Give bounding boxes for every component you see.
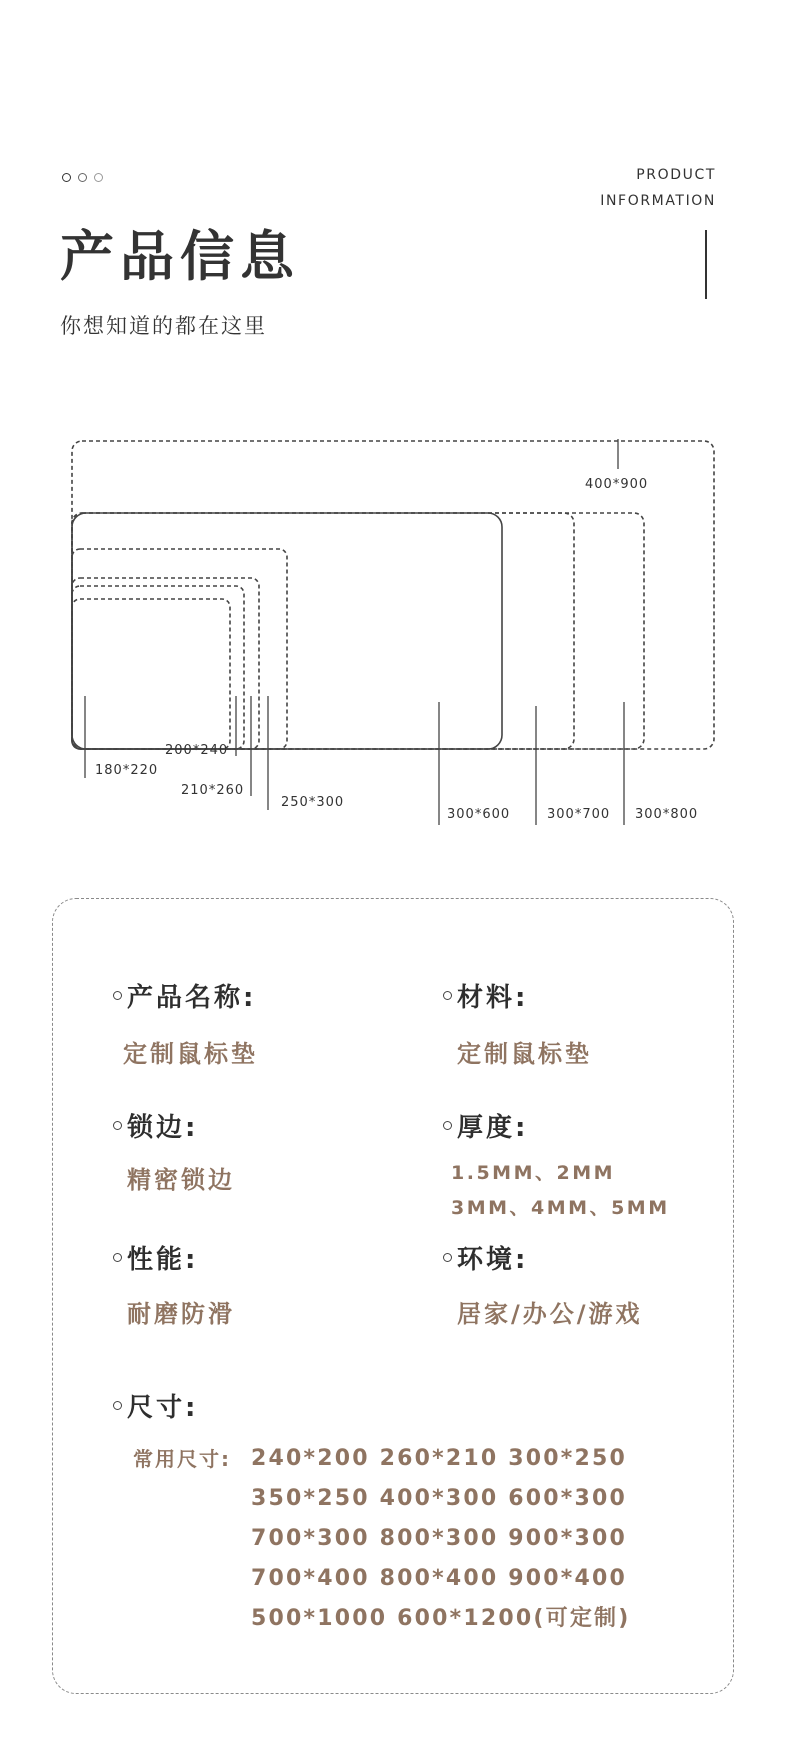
page-title: 产品信息 bbox=[60, 225, 300, 288]
label-300x700: 300*700 bbox=[547, 807, 611, 822]
dot-2 bbox=[78, 173, 87, 182]
bullet-icon bbox=[113, 1253, 122, 1262]
field-key: 尺寸: bbox=[127, 1393, 199, 1423]
outline-250x300 bbox=[72, 549, 287, 749]
field-key: 厚度: bbox=[457, 1113, 529, 1143]
dot-1 bbox=[62, 173, 71, 182]
outline-210x260 bbox=[72, 578, 259, 749]
field-value-thickness bbox=[451, 1156, 670, 1226]
field-key: 环境: bbox=[457, 1245, 529, 1275]
field-value: 定制鼠标垫 bbox=[123, 1040, 258, 1068]
field-value: 精密锁边 bbox=[127, 1166, 235, 1194]
size-diagram bbox=[0, 420, 790, 840]
label-180x220: 180*220 bbox=[95, 763, 159, 778]
thickness-line-1: 1.5MM、2MM bbox=[451, 1162, 616, 1184]
size-line: 240*200 260*210 300*250 bbox=[251, 1446, 627, 1471]
english-title bbox=[600, 162, 716, 214]
header-divider bbox=[705, 230, 707, 299]
page-subtitle: 你想知道的都在这里 bbox=[60, 314, 267, 338]
size-line: 700*400 800*400 900*400 bbox=[251, 1566, 627, 1591]
size-line: 500*1000 600*1200(可定制) bbox=[251, 1606, 631, 1631]
label-250x300: 250*300 bbox=[281, 795, 345, 810]
field-material bbox=[443, 977, 592, 1069]
bullet-icon bbox=[113, 1401, 122, 1410]
english-title-line2: INFORMATION bbox=[600, 193, 716, 209]
carousel-dots bbox=[62, 173, 103, 182]
english-title-line1: PRODUCT bbox=[636, 167, 716, 183]
common-sizes-list bbox=[251, 1439, 631, 1639]
common-sizes-label: 常用尺寸: bbox=[133, 1447, 231, 1471]
field-thickness bbox=[443, 1107, 670, 1226]
bullet-icon bbox=[443, 1121, 452, 1130]
label-210x260: 210*260 bbox=[181, 783, 245, 798]
outline-200x240 bbox=[72, 586, 244, 749]
bullet-icon bbox=[113, 991, 122, 1000]
bullet-icon bbox=[113, 1121, 122, 1130]
product-info-card bbox=[52, 898, 734, 1694]
label-300x600: 300*600 bbox=[447, 807, 511, 822]
field-value: 耐磨防滑 bbox=[127, 1300, 235, 1328]
label-300x800: 300*800 bbox=[635, 807, 699, 822]
field-value: 居家/办公/游戏 bbox=[457, 1300, 643, 1328]
label-400x900: 400*900 bbox=[585, 477, 649, 492]
bullet-icon bbox=[443, 1253, 452, 1262]
field-edge bbox=[113, 1107, 235, 1195]
outline-300x700 bbox=[72, 513, 574, 749]
bullet-icon bbox=[443, 991, 452, 1000]
dot-3 bbox=[94, 173, 103, 182]
size-line: 700*300 800*300 900*300 bbox=[251, 1526, 627, 1551]
field-size bbox=[113, 1387, 198, 1424]
field-environment bbox=[443, 1239, 643, 1329]
thickness-line-2: 3MM、4MM、5MM bbox=[451, 1197, 670, 1219]
outline-180x220 bbox=[72, 599, 230, 749]
field-product-name bbox=[113, 977, 258, 1069]
field-performance bbox=[113, 1239, 235, 1329]
size-line: 350*250 400*300 600*300 bbox=[251, 1486, 627, 1511]
field-key: 锁边: bbox=[127, 1113, 199, 1143]
field-key: 产品名称: bbox=[127, 983, 257, 1013]
field-key: 材料: bbox=[457, 983, 529, 1013]
label-200x240: 200*240 bbox=[165, 743, 229, 758]
field-key: 性能: bbox=[127, 1245, 199, 1275]
field-value: 定制鼠标垫 bbox=[457, 1040, 592, 1068]
